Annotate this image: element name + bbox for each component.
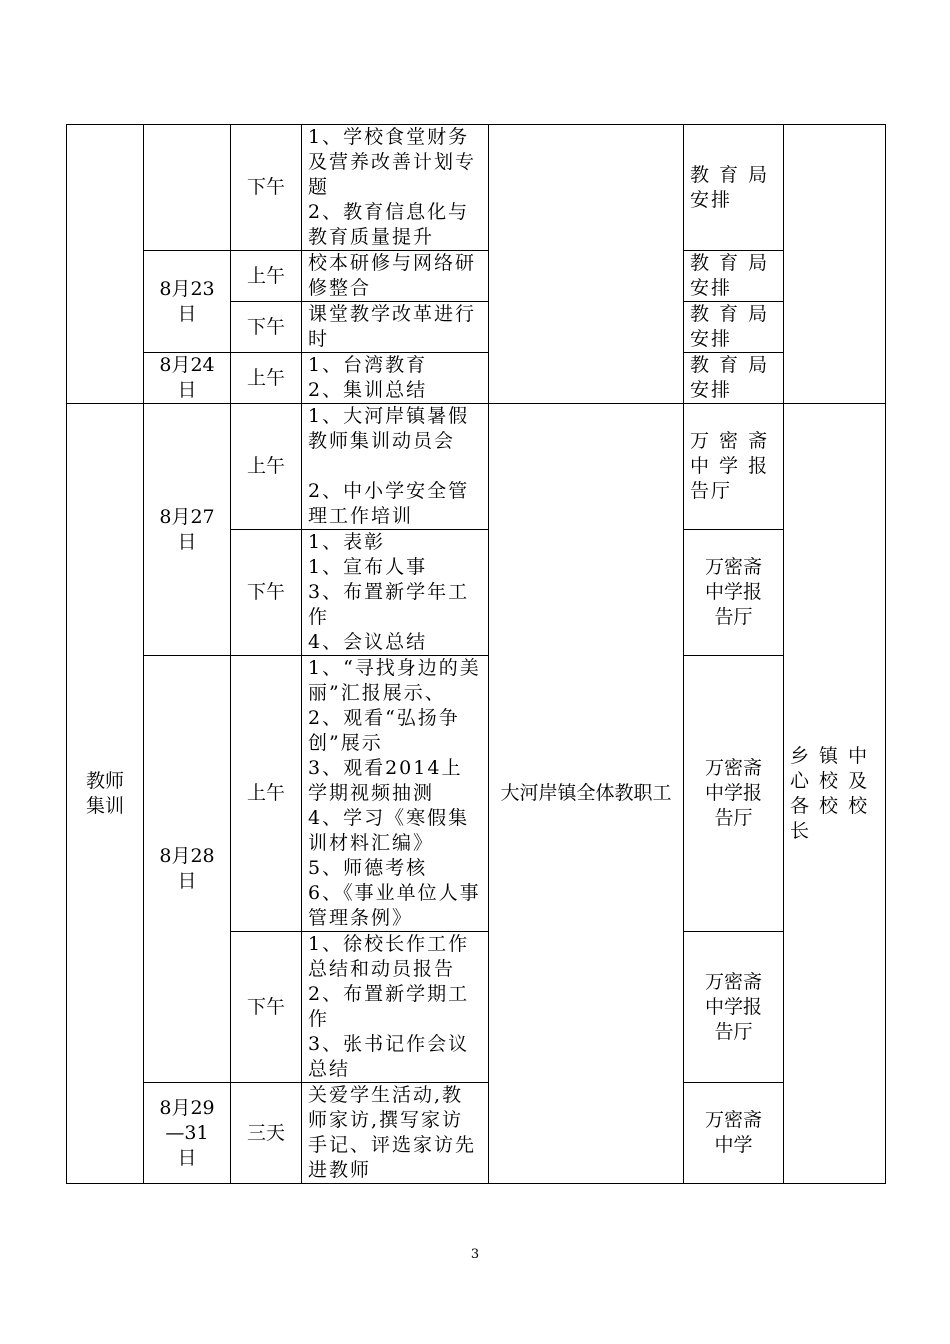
time-cell: 上午 bbox=[231, 656, 302, 932]
date-cell: 8月23 日 bbox=[144, 251, 231, 353]
time-cell: 上午 bbox=[231, 404, 302, 530]
content-cell: 1、表彰 1、宣布人事 3、布置新学年工作 4、会议总结 bbox=[302, 530, 489, 656]
responsible-cell: 乡 镇 中 心 校 及 各 校 校 长 bbox=[784, 404, 886, 1184]
table-row bbox=[67, 656, 886, 932]
date-cell bbox=[144, 125, 231, 251]
location-cell: 万密斋 中学报 告厅 bbox=[684, 932, 784, 1083]
category-cell: 教师 集训 bbox=[67, 404, 144, 1184]
content-cell: 关爱学生活动,教师家访,撰写家访手记、评选家访先进教师 bbox=[302, 1083, 489, 1184]
location-cell: 万密斋 中学报 告厅 bbox=[684, 530, 784, 656]
table-row bbox=[67, 353, 886, 404]
location-cell: 教 育 局 安排 bbox=[684, 251, 784, 302]
time-cell: 下午 bbox=[231, 302, 302, 353]
location-cell: 教 育 局 安排 bbox=[684, 125, 784, 251]
date-cell: 8月28 日 bbox=[144, 656, 231, 1083]
content-cell: 1、大河岸镇暑假教师集训动员会 2、中小学安全管理工作培训 bbox=[302, 404, 489, 530]
participants-cell: 大河岸镇全体教职工 bbox=[489, 404, 684, 1184]
content-cell: 1、徐校长作工作总结和动员报告 2、布置新学期工作 3、张书记作会议总结 bbox=[302, 932, 489, 1083]
table-row bbox=[67, 251, 886, 302]
date-cell: 8月29 —31 日 bbox=[144, 1083, 231, 1184]
category-cell bbox=[67, 125, 144, 404]
page-number: 3 bbox=[470, 1247, 480, 1262]
participants-cell bbox=[489, 125, 684, 404]
location-cell: 万密斋 中学 bbox=[684, 1083, 784, 1184]
time-cell: 上午 bbox=[231, 353, 302, 404]
content-cell: 1、学校食堂财务及营养改善计划专题 2、教育信息化与教育质量提升 bbox=[302, 125, 489, 251]
location-cell: 教 育 局 安排 bbox=[684, 353, 784, 404]
date-cell: 8月27 日 bbox=[144, 404, 231, 656]
content-cell: 1、“寻找身边的美丽”汇报展示、 2、观看“弘扬争创”展示 3、观看2014上学期视频抽测 4、学习《寒假集训材料汇编》 5、师德考核 6、《事业单位人事管理条例》 bbox=[302, 656, 489, 932]
time-cell: 下午 bbox=[231, 932, 302, 1083]
time-cell: 下午 bbox=[231, 125, 302, 251]
table-row bbox=[67, 1083, 886, 1184]
time-cell: 上午 bbox=[231, 251, 302, 302]
location-cell: 教 育 局 安排 bbox=[684, 302, 784, 353]
time-cell: 下午 bbox=[231, 530, 302, 656]
location-cell: 万 密 斋 中 学 报 告厅 bbox=[684, 404, 784, 530]
schedule-table bbox=[66, 124, 886, 1184]
responsible-cell bbox=[784, 125, 886, 404]
time-cell: 三天 bbox=[231, 1083, 302, 1184]
content-cell: 课堂教学改革进行时 bbox=[302, 302, 489, 353]
table-row bbox=[67, 404, 886, 530]
content-cell: 校本研修与网络研修整合 bbox=[302, 251, 489, 302]
location-cell: 万密斋 中学报 告厅 bbox=[684, 656, 784, 932]
content-cell: 1、台湾教育 2、集训总结 bbox=[302, 353, 489, 404]
table-row bbox=[67, 125, 886, 251]
date-cell: 8月24 日 bbox=[144, 353, 231, 404]
